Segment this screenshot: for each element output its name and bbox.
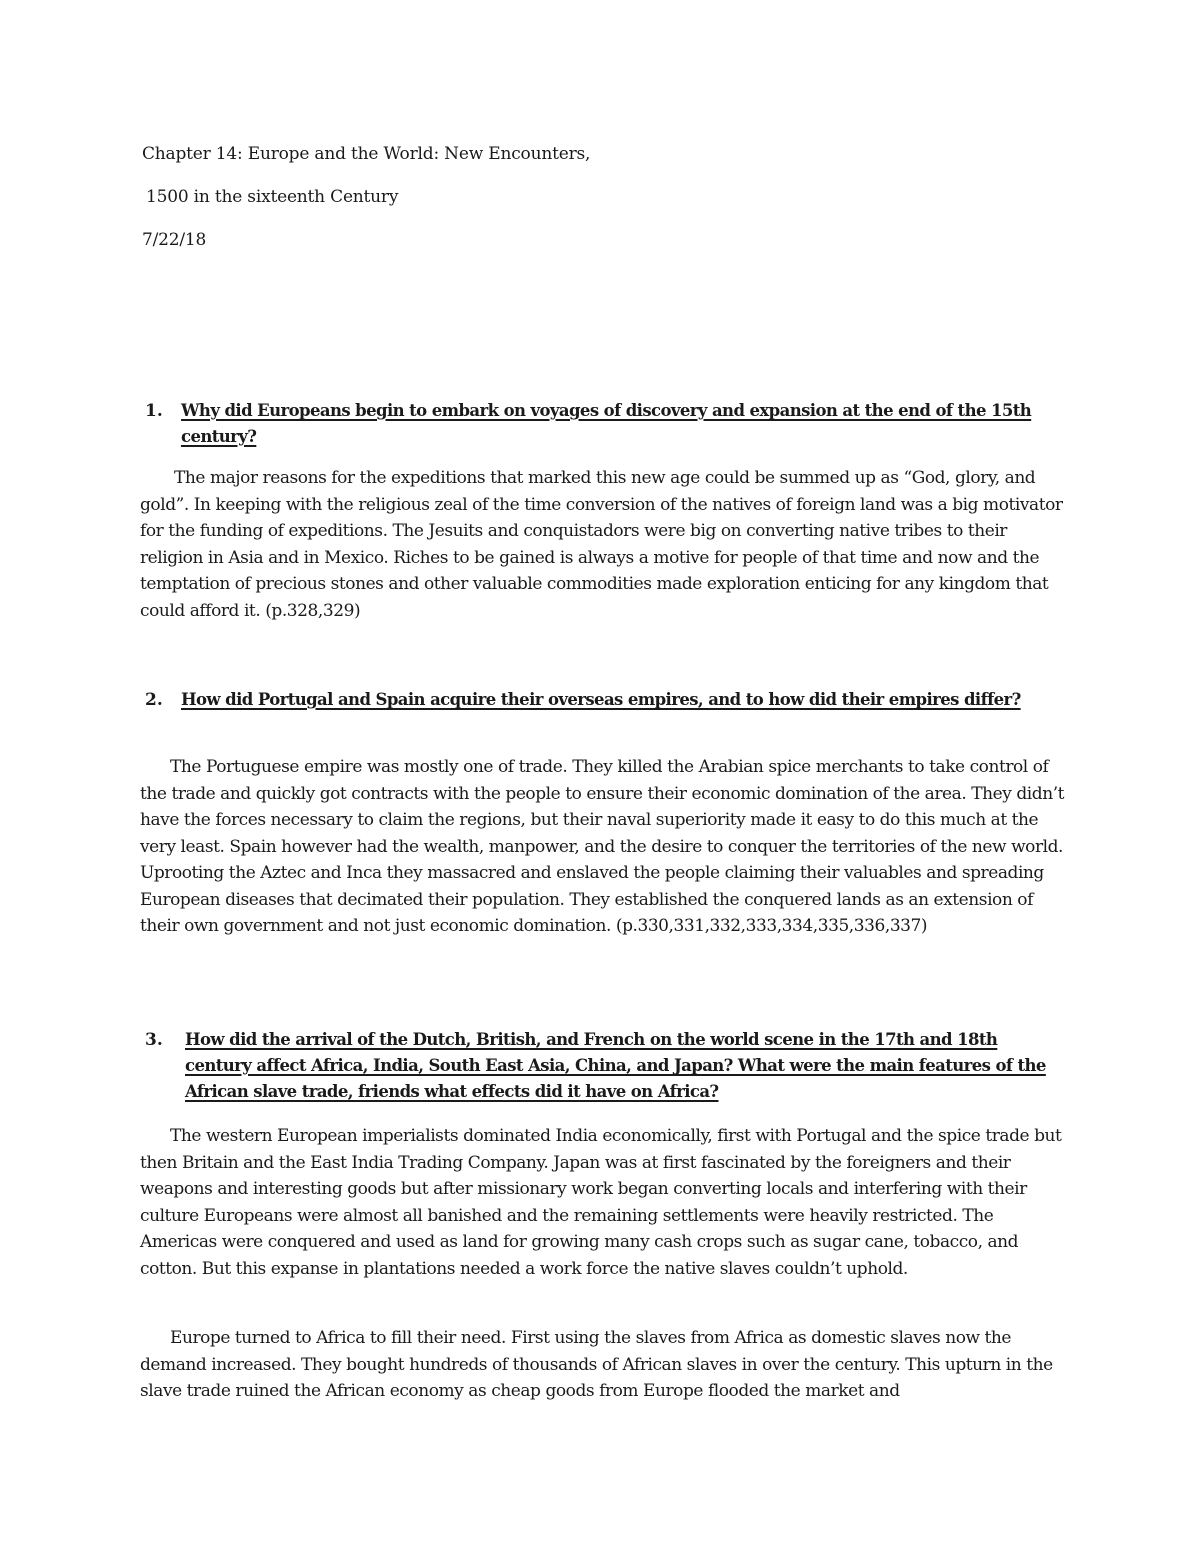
question-number: 1. [145,401,163,421]
question-text: How did Portugal and Spain acquire their overseas empires, and to how did their empires differ? [181,690,1021,709]
chapter-subtitle: 1500 in the sixteenth Century [146,187,399,207]
answer-paragraph: The western European imperialists dominated India economically, first with Portugal and the spice trade but then Britain and the East India Trading Company. Japan was at first fascinated by the foreigners and their weapons and interesting goods but after missionary work began converting locals and interfering with their culture Europeans were almost all banished and the remaining settlements were heavily restricted. The Americas were conquered and used as land for growing many cash crops such as sugar cane, tobacco, and cotton. But this expanse in plantations needed a work force the native slaves couldn’t uphold. [140,1126,1062,1279]
chapter-title: Chapter 14: Europe and the World: New Encounters, [142,144,591,164]
question-number: 3. [145,1030,163,1050]
question-text: Why did Europeans begin to embark on voyages of discovery and expansion at the end of the 15th century? [181,401,1032,446]
answer-paragraph: Europe turned to Africa to fill their need. First using the slaves from Africa as domestic slaves now the demand increased. They bought hundreds of thousands of African slaves in over the century. This upturn in the slave trade ruined the African economy as cheap goods from Europe flooded the market and [140,1328,1053,1401]
answer-paragraph: The major reasons for the expeditions that marked this new age could be summed up as “God, glory, and gold”. In keeping with the religious zeal of the time conversion of the natives of foreign land was a big motivator for the funding of expeditions. The Jesuits and conquistadors were big on converting native tribes to their religion in Asia and in Mexico. Riches to be gained is always a motive for people of that time and now and the temptation of precious stones and other valuable commodities made exploration enticing for any kingdom that could afford it. (p.328,329) [140,468,1063,621]
question-number: 2. [145,690,163,710]
answer-paragraph: The Portuguese empire was mostly one of trade. They killed the Arabian spice merchants to take control of the trade and quickly got contracts with the people to ensure their economic domination of the area. They didn’t have the forces necessary to claim the regions, but their naval superiority made it easy to do this much at the very least. Spain however had the wealth, manpower, and the desire to conquer the territories of the new world. Uprooting the Aztec and Inca they massacred and enslaved the people claiming their valuables and spreading European diseases that decimated their population. They established the conquered lands as an extension of their own government and not just economic domination. (p.330,331,332,333,334,335,336,337) [140,757,1065,936]
question-text: How did the arrival of the Dutch, British, and French on the world scene in the 17th and 18th century affect Africa, India, South East Asia, China, and Japan? What were the main features of the African slave trade, friends what effects did it have on Africa? [185,1030,1046,1101]
document-date: 7/22/18 [142,230,207,250]
